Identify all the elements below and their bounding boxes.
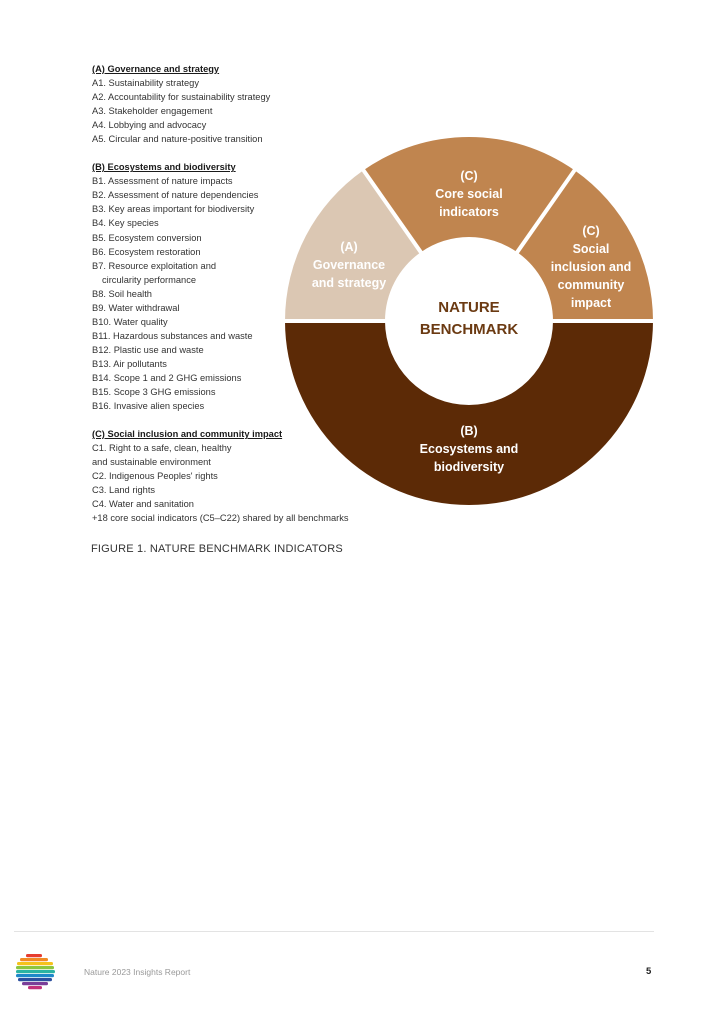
donut-chart [282, 134, 656, 508]
indicator-item: B14. Scope 1 and 2 GHG emissions [92, 372, 242, 383]
indicator-item: B3. Key areas important for biodiversity [92, 204, 255, 215]
center-label [420, 299, 518, 338]
segment-label-line: inclusion and [550, 260, 632, 274]
indicator-item: B6. Ecosystem restoration [92, 246, 201, 257]
indicator-item: B15. Scope 3 GHG emissions [92, 387, 216, 398]
center-label-line: BENCHMARK [419, 321, 519, 338]
section-heading: (A) Governance and strategy [92, 64, 220, 74]
indicator-item: +18 core social indicators (C5–C22) shared by all benchmarks [92, 513, 349, 524]
segment-label-line: (C) [582, 224, 600, 238]
indicator-item: B16. Invasive alien species [92, 401, 205, 412]
indicator-item: B11. Hazardous substances and waste [92, 330, 253, 341]
indicator-item: B2. Assessment of nature dependencies [92, 190, 259, 201]
segment-label-line: Social [572, 242, 610, 256]
segment-label-line: (C) [460, 169, 478, 183]
segment-label-line: Ecosystems and [419, 442, 519, 456]
nature-benchmark-diagram [282, 134, 656, 513]
section-heading: (C) Social inclusion and community impact [92, 429, 283, 440]
indicator-item: A3. Stakeholder engagement [92, 106, 213, 117]
indicator-item: C4. Water and sanitation [92, 499, 194, 510]
segment-label-line: and strategy [311, 276, 387, 290]
segment-label-line: indicators [439, 205, 499, 219]
indicator-item: A1. Sustainability strategy [92, 78, 199, 89]
indicator-item: C1. Right to a safe, clean, healthy [92, 443, 232, 454]
figure-caption: FIGURE 1. NATURE BENCHMARK INDICATORS [91, 543, 343, 555]
indicator-item: B8. Soil health [92, 288, 152, 299]
indicator-item: B7. Resource exploitation and [92, 260, 217, 271]
segment-label-line: (B) [460, 424, 478, 438]
indicator-item: circularity performance [102, 274, 197, 285]
segment-label-line: (A) [340, 240, 358, 254]
segment-label-line: biodiversity [433, 460, 505, 474]
wba-logo-icon [16, 953, 56, 996]
segment-label-line: Governance [312, 258, 386, 272]
footer-report-title: Nature 2023 Insights Report [84, 967, 191, 977]
indicator-item: B9. Water withdrawal [92, 302, 180, 313]
indicator-item: C3. Land rights [92, 485, 156, 496]
indicator-item: and sustainable environment [92, 457, 211, 468]
indicator-item: B4. Key species [92, 218, 159, 229]
indicator-item: C2. Indigenous Peoples' rights [92, 471, 218, 482]
footer-divider [14, 931, 654, 932]
indicator-item: A5. Circular and nature-positive transition [92, 134, 263, 145]
indicator-item: B10. Water quality [92, 316, 168, 327]
page-number: 5 [646, 966, 652, 977]
section-heading: (B) Ecosystems and biodiversity [92, 162, 236, 173]
segment-label-line: community [557, 278, 625, 292]
indicator-item: B12. Plastic use and waste [92, 344, 204, 355]
indicator-item: A2. Accountability for sustainability strategy [92, 92, 271, 103]
segment-label-line: Core social [435, 187, 503, 201]
center-label-line: NATURE [438, 299, 500, 316]
segment-label-line: impact [570, 296, 612, 310]
indicator-item: A4. Lobbying and advocacy [92, 120, 207, 131]
segment-ecosystems [285, 321, 653, 505]
indicator-item: B1. Assessment of nature impacts [92, 176, 233, 187]
indicator-item: B13. Air pollutants [92, 358, 167, 369]
indicator-item: B5. Ecosystem conversion [92, 232, 202, 243]
